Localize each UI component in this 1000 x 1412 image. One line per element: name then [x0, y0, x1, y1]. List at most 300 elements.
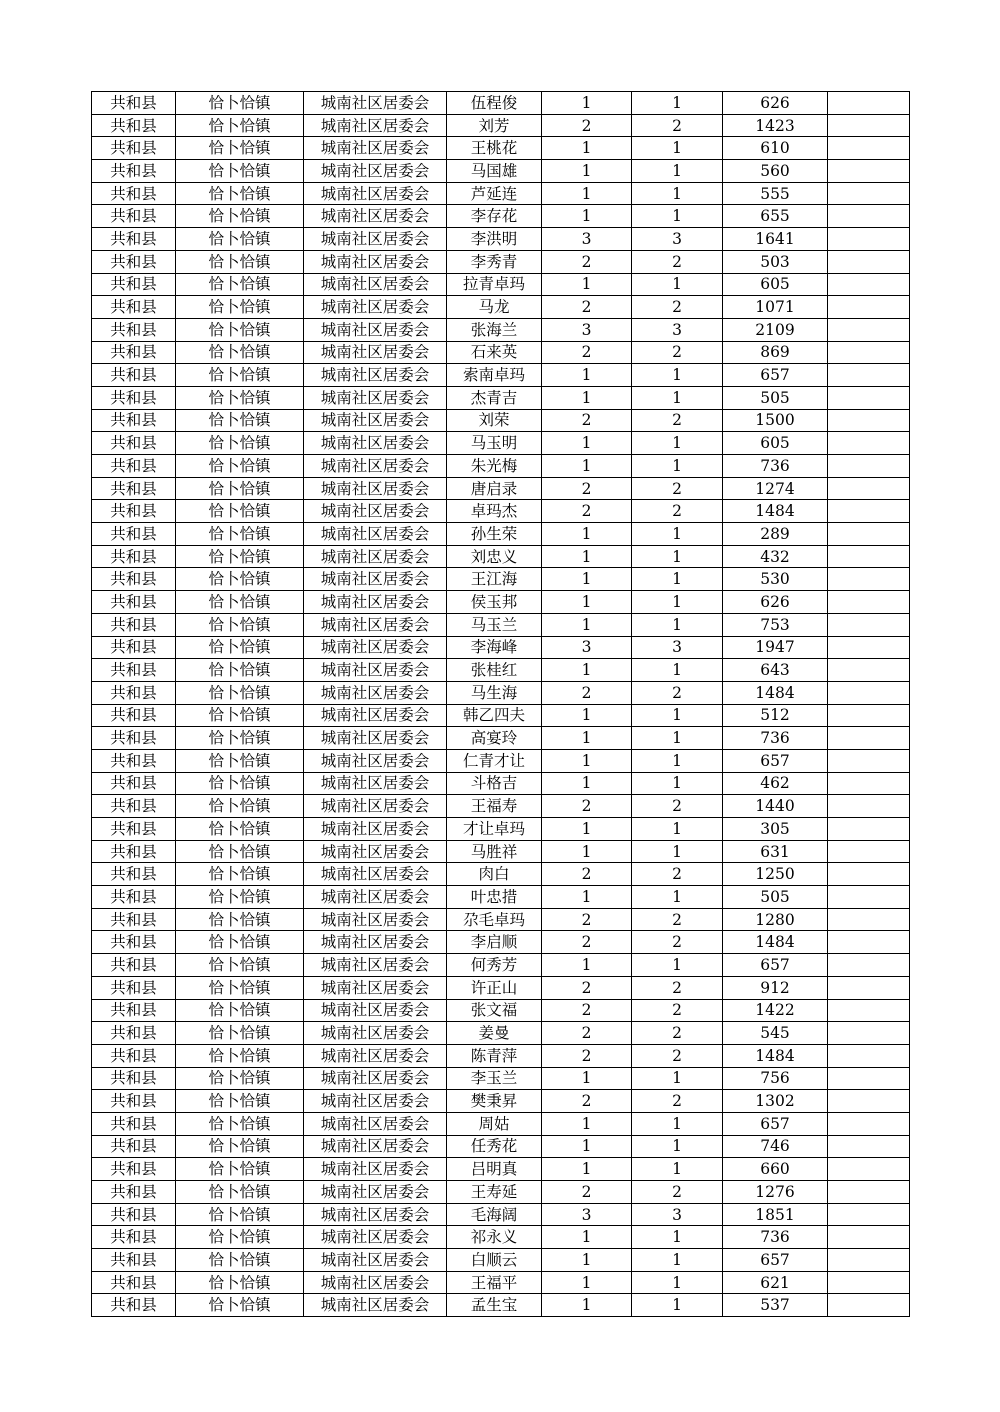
count-a-cell: 1	[542, 137, 632, 160]
amount-cell: 512	[723, 704, 828, 727]
count-b-cell: 1	[632, 1271, 723, 1294]
name-cell: 仁青才让	[447, 749, 542, 772]
committee-cell: 城南社区居委会	[304, 681, 447, 704]
county-cell: 共和县	[92, 409, 176, 432]
count-b-cell: 1	[632, 386, 723, 409]
count-a-cell: 1	[542, 523, 632, 546]
count-a-cell: 2	[542, 908, 632, 931]
count-a-cell: 1	[542, 273, 632, 296]
amount-cell: 736	[723, 455, 828, 478]
count-a-cell: 1	[542, 727, 632, 750]
county-cell: 共和县	[92, 863, 176, 886]
town-cell: 恰卜恰镇	[176, 273, 304, 296]
count-b-cell: 1	[632, 92, 723, 115]
amount-cell: 753	[723, 613, 828, 636]
count-b-cell: 2	[632, 114, 723, 137]
table-row	[92, 160, 910, 183]
count-a-cell: 1	[542, 160, 632, 183]
table-row	[92, 477, 910, 500]
name-cell: 张文福	[447, 999, 542, 1022]
count-b-cell: 2	[632, 500, 723, 523]
committee-cell: 城南社区居委会	[304, 954, 447, 977]
amount-cell: 912	[723, 976, 828, 999]
town-cell: 恰卜恰镇	[176, 228, 304, 251]
county-cell: 共和县	[92, 591, 176, 614]
county-cell: 共和县	[92, 908, 176, 931]
town-cell: 恰卜恰镇	[176, 863, 304, 886]
count-b-cell: 3	[632, 228, 723, 251]
count-a-cell: 2	[542, 409, 632, 432]
amount-cell: 1851	[723, 1203, 828, 1226]
count-a-cell: 1	[542, 205, 632, 228]
name-cell: 刘忠义	[447, 545, 542, 568]
county-cell: 共和县	[92, 568, 176, 591]
amount-cell: 1423	[723, 114, 828, 137]
table-row	[92, 182, 910, 205]
count-a-cell: 3	[542, 1203, 632, 1226]
note-cell	[828, 954, 910, 977]
count-b-cell: 2	[632, 908, 723, 931]
county-cell: 共和县	[92, 1271, 176, 1294]
town-cell: 恰卜恰镇	[176, 1022, 304, 1045]
committee-cell: 城南社区居委会	[304, 1226, 447, 1249]
count-b-cell: 1	[632, 613, 723, 636]
committee-cell: 城南社区居委会	[304, 409, 447, 432]
table-row	[92, 318, 910, 341]
note-cell	[828, 386, 910, 409]
county-cell: 共和县	[92, 545, 176, 568]
table-row	[92, 818, 910, 841]
count-b-cell: 1	[632, 1112, 723, 1135]
note-cell	[828, 1044, 910, 1067]
amount-cell: 605	[723, 273, 828, 296]
amount-cell: 1276	[723, 1181, 828, 1204]
note-cell	[828, 772, 910, 795]
count-a-cell: 2	[542, 999, 632, 1022]
town-cell: 恰卜恰镇	[176, 613, 304, 636]
table-row	[92, 704, 910, 727]
committee-cell: 城南社区居委会	[304, 931, 447, 954]
table-row	[92, 1249, 910, 1272]
count-a-cell: 1	[542, 613, 632, 636]
note-cell	[828, 613, 910, 636]
amount-cell: 605	[723, 432, 828, 455]
count-b-cell: 1	[632, 1067, 723, 1090]
county-cell: 共和县	[92, 364, 176, 387]
town-cell: 恰卜恰镇	[176, 886, 304, 909]
county-cell: 共和县	[92, 613, 176, 636]
name-cell: 马玉明	[447, 432, 542, 455]
town-cell: 恰卜恰镇	[176, 477, 304, 500]
county-cell: 共和县	[92, 160, 176, 183]
county-cell: 共和县	[92, 931, 176, 954]
amount-cell: 503	[723, 250, 828, 273]
table-row	[92, 772, 910, 795]
committee-cell: 城南社区居委会	[304, 591, 447, 614]
count-b-cell: 1	[632, 818, 723, 841]
count-b-cell: 2	[632, 1044, 723, 1067]
county-cell: 共和县	[92, 477, 176, 500]
count-a-cell: 2	[542, 1044, 632, 1067]
town-cell: 恰卜恰镇	[176, 545, 304, 568]
count-b-cell: 2	[632, 409, 723, 432]
table-row	[92, 341, 910, 364]
amount-cell: 1274	[723, 477, 828, 500]
table-row	[92, 92, 910, 115]
name-cell: 伍程俊	[447, 92, 542, 115]
amount-cell: 1947	[723, 636, 828, 659]
committee-cell: 城南社区居委会	[304, 1112, 447, 1135]
committee-cell: 城南社区居委会	[304, 1203, 447, 1226]
committee-cell: 城南社区居委会	[304, 228, 447, 251]
count-a-cell: 3	[542, 636, 632, 659]
committee-cell: 城南社区居委会	[304, 523, 447, 546]
amount-cell: 657	[723, 1112, 828, 1135]
amount-cell: 1484	[723, 1044, 828, 1067]
count-b-cell: 1	[632, 1249, 723, 1272]
table-row	[92, 137, 910, 160]
count-a-cell: 1	[542, 818, 632, 841]
count-a-cell: 2	[542, 795, 632, 818]
count-b-cell: 1	[632, 591, 723, 614]
committee-cell: 城南社区居委会	[304, 886, 447, 909]
count-a-cell: 3	[542, 228, 632, 251]
name-cell: 王福平	[447, 1271, 542, 1294]
county-cell: 共和县	[92, 999, 176, 1022]
town-cell: 恰卜恰镇	[176, 931, 304, 954]
name-cell: 朱光梅	[447, 455, 542, 478]
count-a-cell: 1	[542, 1226, 632, 1249]
count-a-cell: 1	[542, 1158, 632, 1181]
county-cell: 共和县	[92, 1226, 176, 1249]
amount-cell: 1484	[723, 931, 828, 954]
note-cell	[828, 545, 910, 568]
committee-cell: 城南社区居委会	[304, 205, 447, 228]
county-cell: 共和县	[92, 114, 176, 137]
town-cell: 恰卜恰镇	[176, 432, 304, 455]
town-cell: 恰卜恰镇	[176, 908, 304, 931]
note-cell	[828, 1112, 910, 1135]
note-cell	[828, 1294, 910, 1317]
county-cell: 共和县	[92, 704, 176, 727]
count-b-cell: 1	[632, 886, 723, 909]
committee-cell: 城南社区居委会	[304, 840, 447, 863]
name-cell: 马玉兰	[447, 613, 542, 636]
note-cell	[828, 704, 910, 727]
note-cell	[828, 523, 910, 546]
count-a-cell: 1	[542, 568, 632, 591]
county-cell: 共和县	[92, 523, 176, 546]
note-cell	[828, 591, 910, 614]
note-cell	[828, 1022, 910, 1045]
note-cell	[828, 749, 910, 772]
town-cell: 恰卜恰镇	[176, 591, 304, 614]
note-cell	[828, 160, 910, 183]
count-b-cell: 3	[632, 318, 723, 341]
count-b-cell: 1	[632, 727, 723, 750]
committee-cell: 城南社区居委会	[304, 818, 447, 841]
name-cell: 肉白	[447, 863, 542, 886]
count-b-cell: 1	[632, 704, 723, 727]
amount-cell: 545	[723, 1022, 828, 1045]
name-cell: 斗格吉	[447, 772, 542, 795]
table-row	[92, 114, 910, 137]
table-row	[92, 999, 910, 1022]
note-cell	[828, 92, 910, 115]
amount-cell: 1440	[723, 795, 828, 818]
note-cell	[828, 681, 910, 704]
name-cell: 马国雄	[447, 160, 542, 183]
note-cell	[828, 931, 910, 954]
count-a-cell: 2	[542, 681, 632, 704]
note-cell	[828, 137, 910, 160]
table-row	[92, 1090, 910, 1113]
town-cell: 恰卜恰镇	[176, 500, 304, 523]
table-row	[92, 727, 910, 750]
county-cell: 共和县	[92, 273, 176, 296]
committee-cell: 城南社区居委会	[304, 613, 447, 636]
count-b-cell: 2	[632, 999, 723, 1022]
table-row	[92, 1294, 910, 1317]
name-cell: 李秀青	[447, 250, 542, 273]
county-cell: 共和县	[92, 886, 176, 909]
name-cell: 侯玉邦	[447, 591, 542, 614]
table-row	[92, 250, 910, 273]
committee-cell: 城南社区居委会	[304, 976, 447, 999]
name-cell: 李海峰	[447, 636, 542, 659]
count-a-cell: 2	[542, 296, 632, 319]
town-cell: 恰卜恰镇	[176, 160, 304, 183]
table-row	[92, 1044, 910, 1067]
county-cell: 共和县	[92, 954, 176, 977]
committee-cell: 城南社区居委会	[304, 545, 447, 568]
count-a-cell: 2	[542, 1022, 632, 1045]
town-cell: 恰卜恰镇	[176, 1112, 304, 1135]
town-cell: 恰卜恰镇	[176, 364, 304, 387]
county-cell: 共和县	[92, 205, 176, 228]
table-row	[92, 432, 910, 455]
name-cell: 王寿延	[447, 1181, 542, 1204]
count-a-cell: 1	[542, 840, 632, 863]
committee-cell: 城南社区居委会	[304, 636, 447, 659]
county-cell: 共和县	[92, 500, 176, 523]
town-cell: 恰卜恰镇	[176, 1181, 304, 1204]
table-row	[92, 931, 910, 954]
table-row	[92, 591, 910, 614]
county-cell: 共和县	[92, 1135, 176, 1158]
amount-cell: 631	[723, 840, 828, 863]
town-cell: 恰卜恰镇	[176, 1203, 304, 1226]
table-row	[92, 1203, 910, 1226]
amount-cell: 657	[723, 749, 828, 772]
name-cell: 马胜祥	[447, 840, 542, 863]
county-cell: 共和县	[92, 455, 176, 478]
committee-cell: 城南社区居委会	[304, 863, 447, 886]
table-row	[92, 500, 910, 523]
note-cell	[828, 455, 910, 478]
table-row	[92, 795, 910, 818]
count-b-cell: 1	[632, 840, 723, 863]
town-cell: 恰卜恰镇	[176, 341, 304, 364]
note-cell	[828, 886, 910, 909]
note-cell	[828, 364, 910, 387]
note-cell	[828, 1158, 910, 1181]
note-cell	[828, 999, 910, 1022]
name-cell: 马生海	[447, 681, 542, 704]
count-a-cell: 1	[542, 749, 632, 772]
table-row	[92, 954, 910, 977]
town-cell: 恰卜恰镇	[176, 1090, 304, 1113]
count-b-cell: 1	[632, 1135, 723, 1158]
table-row	[92, 613, 910, 636]
table-row	[92, 228, 910, 251]
committee-cell: 城南社区居委会	[304, 296, 447, 319]
amount-cell: 505	[723, 886, 828, 909]
count-b-cell: 1	[632, 772, 723, 795]
name-cell: 王江海	[447, 568, 542, 591]
name-cell: 芦延连	[447, 182, 542, 205]
count-a-cell: 1	[542, 364, 632, 387]
name-cell: 韩乙四夫	[447, 704, 542, 727]
committee-cell: 城南社区居委会	[304, 1249, 447, 1272]
name-cell: 姜曼	[447, 1022, 542, 1045]
name-cell: 杰青吉	[447, 386, 542, 409]
table-row	[92, 409, 910, 432]
town-cell: 恰卜恰镇	[176, 386, 304, 409]
note-cell	[828, 1226, 910, 1249]
amount-cell: 530	[723, 568, 828, 591]
town-cell: 恰卜恰镇	[176, 1226, 304, 1249]
name-cell: 李玉兰	[447, 1067, 542, 1090]
town-cell: 恰卜恰镇	[176, 205, 304, 228]
name-cell: 任秀花	[447, 1135, 542, 1158]
note-cell	[828, 318, 910, 341]
count-a-cell: 1	[542, 1249, 632, 1272]
town-cell: 恰卜恰镇	[176, 1249, 304, 1272]
name-cell: 毛海阔	[447, 1203, 542, 1226]
table-row	[92, 886, 910, 909]
amount-cell: 869	[723, 341, 828, 364]
count-b-cell: 1	[632, 432, 723, 455]
note-cell	[828, 818, 910, 841]
amount-cell: 655	[723, 205, 828, 228]
note-cell	[828, 908, 910, 931]
town-cell: 恰卜恰镇	[176, 318, 304, 341]
county-cell: 共和县	[92, 1203, 176, 1226]
name-cell: 高宴玲	[447, 727, 542, 750]
table-row	[92, 523, 910, 546]
committee-cell: 城南社区居委会	[304, 795, 447, 818]
table-row	[92, 568, 910, 591]
note-cell	[828, 727, 910, 750]
committee-cell: 城南社区居委会	[304, 999, 447, 1022]
committee-cell: 城南社区居委会	[304, 341, 447, 364]
count-b-cell: 1	[632, 659, 723, 682]
name-cell: 何秀芳	[447, 954, 542, 977]
amount-cell: 1280	[723, 908, 828, 931]
amount-cell: 537	[723, 1294, 828, 1317]
count-a-cell: 1	[542, 1135, 632, 1158]
name-cell: 刘荣	[447, 409, 542, 432]
table-row	[92, 296, 910, 319]
town-cell: 恰卜恰镇	[176, 976, 304, 999]
table-row	[92, 1271, 910, 1294]
count-a-cell: 2	[542, 477, 632, 500]
town-cell: 恰卜恰镇	[176, 727, 304, 750]
count-b-cell: 1	[632, 137, 723, 160]
name-cell: 孙生荣	[447, 523, 542, 546]
county-cell: 共和县	[92, 1112, 176, 1135]
count-b-cell: 2	[632, 863, 723, 886]
committee-cell: 城南社区居委会	[304, 1090, 447, 1113]
county-cell: 共和县	[92, 749, 176, 772]
name-cell: 刘芳	[447, 114, 542, 137]
committee-cell: 城南社区居委会	[304, 749, 447, 772]
note-cell	[828, 840, 910, 863]
amount-cell: 505	[723, 386, 828, 409]
amount-cell: 626	[723, 92, 828, 115]
note-cell	[828, 477, 910, 500]
town-cell: 恰卜恰镇	[176, 636, 304, 659]
county-cell: 共和县	[92, 228, 176, 251]
county-cell: 共和县	[92, 432, 176, 455]
count-a-cell: 1	[542, 954, 632, 977]
amount-cell: 736	[723, 727, 828, 750]
amount-cell: 657	[723, 364, 828, 387]
name-cell: 叶忠措	[447, 886, 542, 909]
town-cell: 恰卜恰镇	[176, 659, 304, 682]
committee-cell: 城南社区居委会	[304, 137, 447, 160]
town-cell: 恰卜恰镇	[176, 1271, 304, 1294]
count-a-cell: 1	[542, 545, 632, 568]
note-cell	[828, 205, 910, 228]
county-cell: 共和县	[92, 1158, 176, 1181]
committee-cell: 城南社区居委会	[304, 568, 447, 591]
count-b-cell: 3	[632, 1203, 723, 1226]
town-cell: 恰卜恰镇	[176, 523, 304, 546]
county-cell: 共和县	[92, 386, 176, 409]
note-cell	[828, 228, 910, 251]
note-cell	[828, 1135, 910, 1158]
committee-cell: 城南社区居委会	[304, 1135, 447, 1158]
count-b-cell: 2	[632, 341, 723, 364]
roster-table	[91, 91, 910, 1317]
note-cell	[828, 1203, 910, 1226]
county-cell: 共和县	[92, 182, 176, 205]
note-cell	[828, 296, 910, 319]
committee-cell: 城南社区居委会	[304, 182, 447, 205]
table-row	[92, 1226, 910, 1249]
county-cell: 共和县	[92, 1022, 176, 1045]
count-a-cell: 2	[542, 976, 632, 999]
amount-cell: 657	[723, 954, 828, 977]
amount-cell: 756	[723, 1067, 828, 1090]
name-cell: 祁永义	[447, 1226, 542, 1249]
table-row	[92, 386, 910, 409]
amount-cell: 1422	[723, 999, 828, 1022]
amount-cell: 289	[723, 523, 828, 546]
count-b-cell: 1	[632, 455, 723, 478]
note-cell	[828, 114, 910, 137]
town-cell: 恰卜恰镇	[176, 681, 304, 704]
county-cell: 共和县	[92, 636, 176, 659]
amount-cell: 305	[723, 818, 828, 841]
county-cell: 共和县	[92, 795, 176, 818]
count-a-cell: 2	[542, 341, 632, 364]
name-cell: 张桂红	[447, 659, 542, 682]
count-b-cell: 1	[632, 568, 723, 591]
amount-cell: 432	[723, 545, 828, 568]
